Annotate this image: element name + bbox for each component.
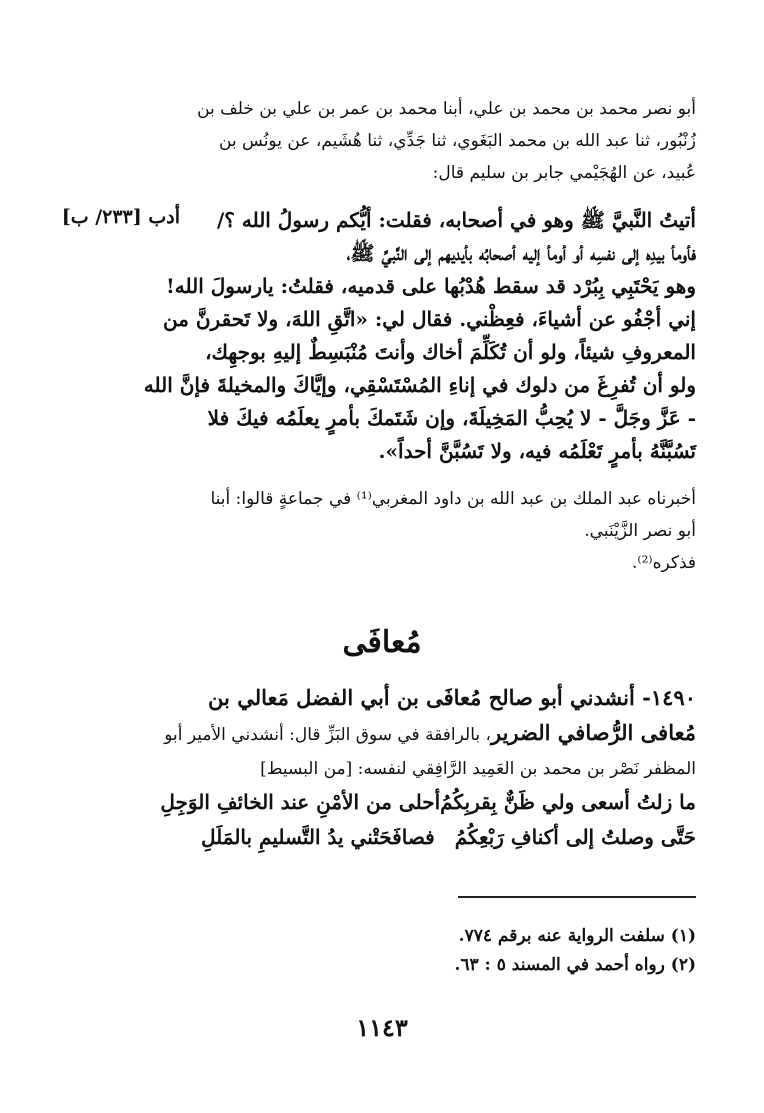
akhbar-line: أخبرناه عبد الملك بن عبد الله بن داود المغربي⁽¹⁾ في جماعةٍ قالوا: أبنا: [210, 489, 696, 509]
poem: [160, 790, 696, 860]
hadith-line: فأومأ بيدِه إلى نفسِه أو أومأ إليه أصحابُه بأيديهم إلى النَّبيِّ ﷺ،: [346, 241, 696, 265]
footnote: (٢) رواه أحمد في المسند ٥ : ٦٣.: [454, 955, 696, 975]
poem-hemistich-first: ما زلتُ أسعى ولي ظَنٌّ بِقربِكُمُ: [440, 790, 696, 814]
akhbar-paragraph: [201, 483, 696, 579]
poem-verse: [201, 825, 696, 860]
entry-paragraph: [164, 680, 696, 753]
margin-manuscript-reference: أدب [٢٣٣/ ب]: [61, 206, 180, 228]
entry-name: مُعافى الرُّصافي الضرير: [491, 720, 696, 745]
hadith-line: إني أجْفُو عن أشياءَ، فعِظْني. فقال لي: «اتَّقِ اللهَ، ولا تَحقرنَّ من: [162, 307, 696, 331]
meter-line-paragraph: [201, 755, 696, 783]
section-title: مُعافَى: [342, 625, 422, 660]
akhbar-line: فذكره⁽²⁾.: [631, 553, 696, 573]
poem-hemistich-first: حَتَّى وصلتُ إلى أكنافِ رَبْعِكُمُ: [454, 825, 696, 849]
hadith-line: المعروفِ شيئاً، ولو أن تُكَلِّمَ أخاك وأنتَ مُنْبَسِطٌ إليهِ بوجهِك،: [205, 340, 696, 364]
page-number: ١١٤٣: [356, 1013, 408, 1042]
entry-line-tail: ، بالرافقة في سوق البَزِّ قال: أنشدني الأمير أبو: [164, 725, 491, 745]
isnad-line: أبو نصر محمد بن محمد بن علي، أبنا محمد بن عمر بن علي بن خلف بن: [197, 99, 696, 119]
footnotes: [201, 922, 696, 980]
poem-verse: [160, 790, 696, 825]
entry-line: [164, 715, 696, 753]
meter-line: المظفر نَصْر بن محمد بن العَمِيد الرَّافِقي لنفسه: [من البسيط]: [260, 759, 696, 779]
hadith-line: أتيتُ النَّبيَّ ﷺ وهو في أصحابه، فقلت: أيُّكم رسولُ الله ؟/: [216, 208, 696, 232]
footnote: (١) سلفت الرواية عنه برقم ٧٧٤.: [458, 926, 696, 946]
hadith-line: - عَزَّ وجَلَّ - لا يُحِبُّ المَخِيلَةَ، وإن شَتَمكَ بأمرٍ يعلَمُه فيكَ فلا: [207, 406, 696, 430]
isnad-line: زُنْبُور، ثنا عبد الله بن محمد البَغَوي، ثنا جَدِّي، ثنا هُشَيم، عن يونُس بن: [218, 131, 696, 151]
poem-hemistich-second: أحلى من الأمْنِ عند الخائفِ الوَجِلِ: [160, 790, 441, 814]
isnad-paragraph: [197, 93, 696, 189]
footnote-divider: [458, 896, 696, 898]
isnad-line: عُبيد، عن الهُجَيْمي جابر بن سليم قال:: [432, 163, 696, 183]
hadith-line: تَسُبَّنَّهُ بأمرٍ تَعْلَمُه فيه، ولا تَسُبَّنَّ أحداً».: [378, 439, 696, 463]
poem-hemistich-second: فصافَحَتْني يدُ التَّسليمِ بالمَلَلِ: [201, 825, 435, 849]
entry-line: ١٤٩٠- أنشدني أبو صالح مُعافَى بن أبي الفضل مَعالي بن: [208, 685, 696, 710]
akhbar-line: أبو نصر الزَّيْنَبي.: [584, 521, 696, 541]
hadith-paragraph: [143, 204, 696, 468]
hadith-line: ولو أن تُفرِغَ من دلوك في إناءِ المُسْتَسْقِي، وإيَّاكَ والمخيلةَ فإنَّ الله: [143, 373, 696, 397]
hadith-line: وهو يَحْتَبِي بِبُرْد قد سقط هُدْبُها على قدميه، فقلتُ: يارسولَ الله!: [165, 274, 696, 298]
